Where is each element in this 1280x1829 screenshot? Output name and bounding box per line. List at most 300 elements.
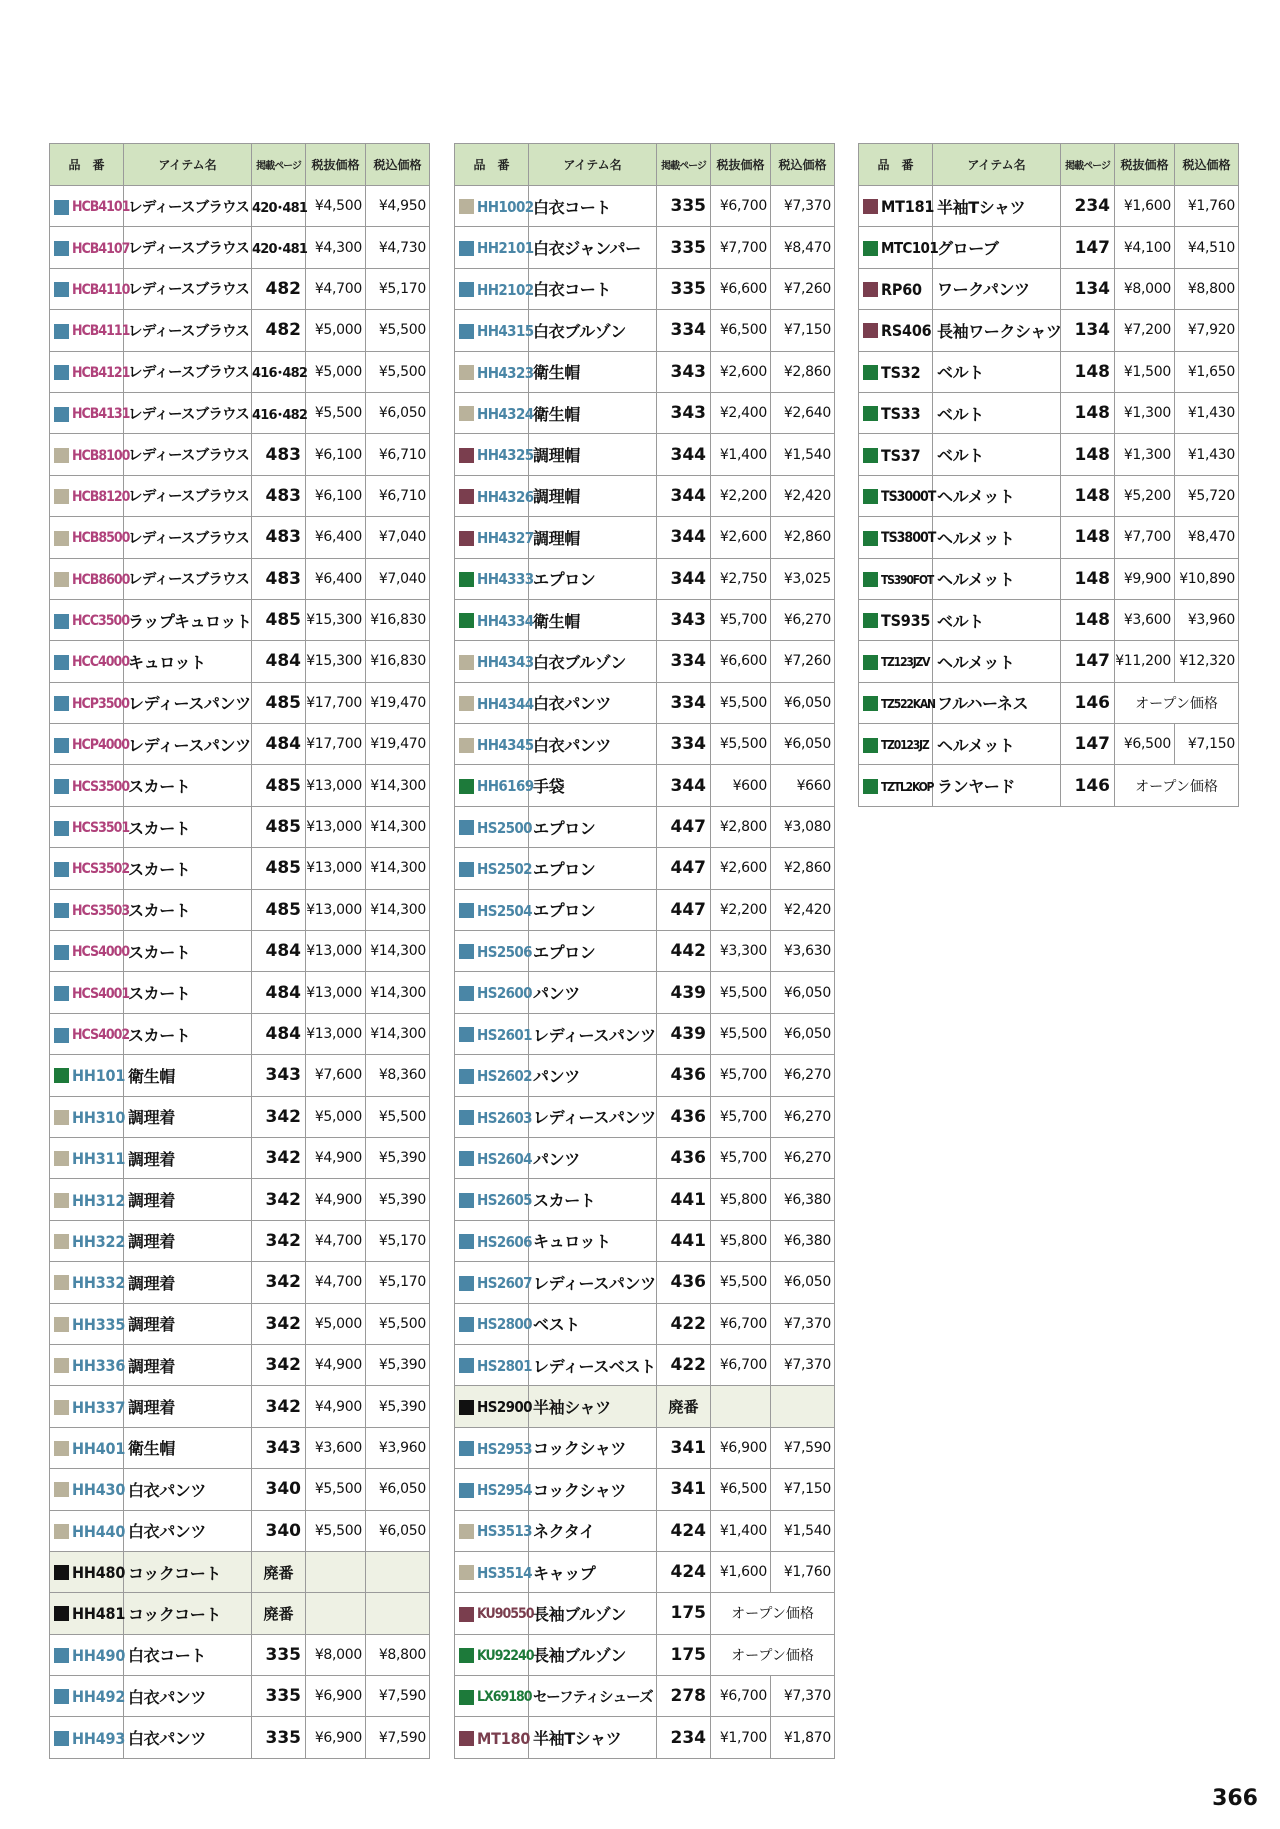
page-ref: 420･481 xyxy=(252,186,306,227)
product-code: HH493 xyxy=(72,1728,126,1748)
table-row xyxy=(50,1303,430,1344)
price-ex-tax: ¥4,700 xyxy=(306,268,366,309)
page-ref: 447 xyxy=(657,806,711,847)
price-in-tax: ¥7,590 xyxy=(366,1717,430,1758)
product-code-cell xyxy=(50,1179,124,1220)
product-code: RP60 xyxy=(881,279,922,299)
color-swatch xyxy=(54,282,69,297)
product-code-cell xyxy=(859,475,936,516)
item-name: レディースブラウス xyxy=(124,475,252,516)
product-code: HS2954 xyxy=(477,1481,532,1500)
color-swatch xyxy=(54,862,69,877)
table-row xyxy=(50,1013,430,1054)
price-ex-tax: ¥4,900 xyxy=(306,1344,366,1385)
page-ref: 483 xyxy=(252,517,306,558)
price-in-tax: ¥14,300 xyxy=(366,806,430,847)
product-code: HS2602 xyxy=(477,1067,532,1086)
item-name: 調理着 xyxy=(124,1262,252,1303)
product-code: HCB8600 xyxy=(72,571,130,588)
price-ex-tax: ¥5,700 xyxy=(711,1096,771,1137)
table-row xyxy=(455,806,835,847)
page-ref: 146 xyxy=(1061,765,1115,806)
color-swatch xyxy=(54,1110,69,1125)
item-name: 調理着 xyxy=(124,1303,252,1344)
item-name: エプロン xyxy=(529,931,657,972)
table-row xyxy=(455,1137,835,1178)
product-code-cell xyxy=(50,931,130,972)
page-ref: 335 xyxy=(252,1717,306,1758)
price-in-tax: ¥7,040 xyxy=(366,517,430,558)
product-code: HH440 xyxy=(72,1521,126,1541)
item-name: 白衣コート xyxy=(124,1634,252,1675)
page-ref: 484 xyxy=(252,1013,306,1054)
product-code-cell xyxy=(50,227,130,268)
color-swatch xyxy=(459,1317,474,1332)
product-code: TZ522KAN xyxy=(881,696,935,711)
product-code: HH4325 xyxy=(477,446,534,465)
product-code-cell xyxy=(455,641,534,682)
color-swatch xyxy=(863,613,878,628)
header-row xyxy=(455,144,835,186)
color-swatch xyxy=(54,1275,69,1290)
product-code: HCS3503 xyxy=(72,902,130,919)
product-code-cell xyxy=(455,1717,529,1758)
item-name: 半袖Tシャツ xyxy=(933,186,1061,227)
page-ref: 484 xyxy=(252,724,306,765)
product-code: HH312 xyxy=(72,1190,126,1210)
color-swatch xyxy=(54,1441,69,1456)
item-name: セーフティシューズ xyxy=(529,1676,657,1717)
product-code-cell xyxy=(859,227,939,268)
color-swatch xyxy=(54,1606,69,1621)
product-code: HH492 xyxy=(72,1687,126,1707)
product-code-cell xyxy=(859,268,933,309)
page-ref: 342 xyxy=(252,1386,306,1427)
item-name: ラップキュロット xyxy=(124,599,252,640)
product-code: HS2506 xyxy=(477,942,532,961)
product-code: HCB4131 xyxy=(72,406,130,423)
price-ex-tax: ¥1,300 xyxy=(1115,434,1175,475)
product-code-cell xyxy=(50,806,130,847)
product-code-cell xyxy=(859,682,933,723)
item-name: レディースブラウス xyxy=(124,268,252,309)
table-row xyxy=(859,682,1239,723)
price-in-tax: ¥5,720 xyxy=(1175,475,1239,516)
product-code: HCB4111 xyxy=(72,323,130,340)
price-in-tax: ¥14,300 xyxy=(366,765,430,806)
product-code-cell xyxy=(50,1717,124,1758)
table-row xyxy=(455,1055,835,1096)
table-row xyxy=(50,599,430,640)
price-in-tax: ¥6,050 xyxy=(771,1013,835,1054)
page-ref: 342 xyxy=(252,1262,306,1303)
item-name: 調理帽 xyxy=(529,517,657,558)
price-ex-tax: ¥6,400 xyxy=(306,558,366,599)
table-row xyxy=(859,641,1239,682)
product-code: HH4333 xyxy=(477,570,534,589)
table-row xyxy=(455,724,835,765)
item-name: 調理着 xyxy=(124,1386,252,1427)
item-name: ヘルメット xyxy=(933,517,1061,558)
color-swatch xyxy=(459,1731,474,1746)
color-swatch xyxy=(459,1607,474,1622)
price-ex-tax: ¥6,500 xyxy=(711,1469,771,1510)
item-name: レディースパンツ xyxy=(124,682,252,723)
table-row xyxy=(455,599,835,640)
product-code-cell xyxy=(455,1386,532,1427)
item-name: ヘルメット xyxy=(933,724,1061,765)
table-row xyxy=(455,931,835,972)
table-row xyxy=(455,1593,835,1634)
product-code: TS37 xyxy=(881,445,921,465)
page-ref: 447 xyxy=(657,889,711,930)
product-code-cell xyxy=(50,641,130,682)
price-ex-tax: ¥7,600 xyxy=(306,1055,366,1096)
table-row xyxy=(50,1055,430,1096)
item-name: パンツ xyxy=(529,1137,657,1178)
open-price: オープン価格 xyxy=(1115,765,1239,806)
product-code-cell xyxy=(455,1510,532,1551)
item-name: レディースブラウス xyxy=(124,392,252,433)
price-in-tax: ¥5,500 xyxy=(366,351,430,392)
page-ref: 335 xyxy=(252,1634,306,1675)
color-swatch xyxy=(863,241,878,256)
item-name: 衛生帽 xyxy=(529,392,657,433)
table-row xyxy=(50,1179,430,1220)
item-name: パンツ xyxy=(529,972,657,1013)
product-code-cell xyxy=(455,1593,534,1634)
price-ex-tax: ¥3,600 xyxy=(1115,599,1175,640)
table-row xyxy=(50,1096,430,1137)
price-ex-tax: ¥5,000 xyxy=(306,1096,366,1137)
item-name: ランヤード xyxy=(933,765,1061,806)
header-price-ex-tax: 税抜価格 xyxy=(306,144,366,186)
price-in-tax: ¥5,390 xyxy=(366,1179,430,1220)
product-code: HH481 xyxy=(72,1604,126,1624)
product-code: LX69180 xyxy=(477,1689,532,1706)
item-name: ヘルメット xyxy=(933,475,1061,516)
color-swatch xyxy=(459,696,474,711)
page-ref: 344 xyxy=(657,475,711,516)
page-ref: 442 xyxy=(657,931,711,972)
table-row xyxy=(455,1551,835,1592)
item-name: レディースブラウス xyxy=(124,351,252,392)
price-in-tax: ¥7,370 xyxy=(771,186,835,227)
page-ref: 422 xyxy=(657,1344,711,1385)
product-code: HS2603 xyxy=(477,1108,532,1127)
product-code-cell xyxy=(50,1510,124,1551)
price-ex-tax: ¥15,300 xyxy=(306,641,366,682)
price-ex-tax: ¥17,700 xyxy=(306,682,366,723)
price-in-tax: ¥14,300 xyxy=(366,889,430,930)
price-in-tax: ¥7,920 xyxy=(1175,310,1239,351)
page-ref: 342 xyxy=(252,1096,306,1137)
product-code: HH335 xyxy=(72,1314,126,1334)
page-ref: 484 xyxy=(252,931,306,972)
price-ex-tax: ¥7,700 xyxy=(711,227,771,268)
header-page: 掲載ページ xyxy=(1061,144,1115,186)
price-in-tax: ¥5,390 xyxy=(366,1344,430,1385)
price-ex-tax: ¥6,900 xyxy=(306,1717,366,1758)
product-code-cell xyxy=(50,1676,124,1717)
product-code-cell xyxy=(50,1055,124,1096)
item-name: 白衣パンツ xyxy=(124,1676,252,1717)
table-row xyxy=(455,1262,835,1303)
item-name: 調理着 xyxy=(124,1220,252,1261)
page-ref: 148 xyxy=(1061,434,1115,475)
price-in-tax: ¥7,370 xyxy=(771,1676,835,1717)
price-in-tax: ¥6,270 xyxy=(771,1137,835,1178)
color-swatch xyxy=(459,944,474,959)
item-name: 衛生帽 xyxy=(124,1427,252,1468)
table-row xyxy=(455,558,835,599)
product-code: HCS4002 xyxy=(72,1027,130,1043)
header-item-name: アイテム名 xyxy=(933,144,1061,186)
item-name: 調理着 xyxy=(124,1137,252,1178)
product-code: HH4334 xyxy=(477,611,534,630)
product-code: HH4315 xyxy=(477,322,534,341)
page-ref: 341 xyxy=(657,1469,711,1510)
table-row xyxy=(455,392,835,433)
color-swatch xyxy=(459,862,474,877)
table-row xyxy=(50,268,430,309)
product-code-cell xyxy=(455,682,534,723)
color-swatch xyxy=(459,613,474,628)
color-swatch xyxy=(863,655,878,670)
page-ref: 485 xyxy=(252,682,306,723)
product-code-cell xyxy=(50,724,130,765)
price-in-tax: ¥7,370 xyxy=(771,1303,835,1344)
color-swatch xyxy=(459,903,474,918)
price-in-tax: ¥19,470 xyxy=(366,682,430,723)
table-row xyxy=(455,1469,835,1510)
table-row xyxy=(455,1634,835,1675)
product-code: TZ123JZV xyxy=(881,655,930,670)
price-ex-tax: ¥6,600 xyxy=(711,268,771,309)
page-ref: 424 xyxy=(657,1510,711,1551)
table-row xyxy=(50,682,430,723)
color-swatch xyxy=(863,406,878,421)
product-table-2 xyxy=(454,143,835,1759)
product-code: HS3513 xyxy=(477,1522,532,1541)
product-code-cell xyxy=(455,972,532,1013)
product-code: RS406 xyxy=(881,321,932,341)
item-name: ベルト xyxy=(933,392,1061,433)
product-code: HH310 xyxy=(72,1107,126,1127)
product-code: HH322 xyxy=(72,1231,126,1251)
product-code-cell xyxy=(50,972,130,1013)
table-row xyxy=(50,1676,430,1717)
item-name: 白衣ジャンパー xyxy=(529,227,657,268)
table-row xyxy=(50,1551,430,1592)
item-name: レディースブラウス xyxy=(124,517,252,558)
color-swatch xyxy=(54,1400,69,1415)
price-ex-tax: ¥2,200 xyxy=(711,475,771,516)
table-row xyxy=(50,1717,430,1758)
price-in-tax: ¥7,260 xyxy=(771,268,835,309)
table-row xyxy=(50,1220,430,1261)
product-code: HCS3500 xyxy=(72,778,130,795)
product-code: HCB8100 xyxy=(72,447,130,464)
product-code-cell xyxy=(50,889,130,930)
price-ex-tax: ¥5,800 xyxy=(711,1220,771,1261)
page-ref: 483 xyxy=(252,558,306,599)
price-in-tax: ¥2,640 xyxy=(771,392,835,433)
page-ref: 420･481 xyxy=(252,227,306,268)
product-code-cell xyxy=(859,310,933,351)
item-name: ヘルメット xyxy=(933,641,1061,682)
page-ref: 147 xyxy=(1061,641,1115,682)
item-name: レディースブラウス xyxy=(124,434,252,475)
price-in-tax: ¥7,150 xyxy=(771,310,835,351)
item-name: スカート xyxy=(124,765,252,806)
page-ref: 234 xyxy=(657,1717,711,1758)
table-row xyxy=(859,392,1239,433)
page-ref: 485 xyxy=(252,765,306,806)
table-row xyxy=(859,475,1239,516)
product-code: MT180 xyxy=(477,1728,531,1748)
table-row xyxy=(859,765,1239,806)
item-name: レディースベスト xyxy=(529,1344,657,1385)
price-ex-tax: ¥6,700 xyxy=(711,1344,771,1385)
product-code: HCC4000 xyxy=(72,654,130,671)
price-ex-tax: ¥6,700 xyxy=(711,186,771,227)
table-row xyxy=(455,1386,835,1427)
color-swatch xyxy=(459,1358,474,1373)
price-in-tax: ¥1,760 xyxy=(1175,186,1239,227)
page-ref: 441 xyxy=(657,1220,711,1261)
page-ref: 439 xyxy=(657,1013,711,1054)
header-code: 品 番 xyxy=(50,144,124,186)
product-code-cell xyxy=(50,848,130,889)
product-code: HH4343 xyxy=(477,653,534,672)
open-price: オープン価格 xyxy=(711,1634,835,1675)
table-row xyxy=(859,434,1239,475)
product-code: HS2601 xyxy=(477,1025,532,1044)
product-code-cell xyxy=(455,517,534,558)
table-row xyxy=(455,227,835,268)
page-ref: 485 xyxy=(252,599,306,640)
header-item-name: アイテム名 xyxy=(124,144,252,186)
price-ex-tax: ¥5,800 xyxy=(711,1179,771,1220)
page-ref: 278 xyxy=(657,1676,711,1717)
product-code: HS2900 xyxy=(477,1398,532,1417)
price-in-tax: ¥2,420 xyxy=(771,475,835,516)
price-ex-tax: ¥13,000 xyxy=(306,806,366,847)
table-row xyxy=(50,806,430,847)
page-ref: 484 xyxy=(252,972,306,1013)
price-ex-tax: ¥1,400 xyxy=(711,434,771,475)
item-name: 白衣ブルゾン xyxy=(529,310,657,351)
price-ex-tax: ¥3,600 xyxy=(306,1427,366,1468)
table-row xyxy=(455,1676,835,1717)
page-ref: 416･482 xyxy=(252,351,306,392)
price-in-tax: ¥12,320 xyxy=(1175,641,1239,682)
product-code-cell xyxy=(455,434,534,475)
product-code: HS2606 xyxy=(477,1232,532,1251)
item-name: レディースブラウス xyxy=(124,310,252,351)
product-code-cell xyxy=(859,641,933,682)
table-row xyxy=(50,1386,430,1427)
product-code: HH401 xyxy=(72,1438,126,1458)
product-code-cell xyxy=(859,599,933,640)
color-swatch xyxy=(54,1731,69,1746)
table-row xyxy=(859,268,1239,309)
price-in-tax: ¥3,630 xyxy=(771,931,835,972)
color-swatch xyxy=(863,531,878,546)
color-swatch xyxy=(459,1027,474,1042)
price-in-tax xyxy=(366,1593,430,1634)
product-code: HCB4107 xyxy=(72,240,130,257)
color-swatch xyxy=(54,241,69,256)
price-ex-tax: ¥1,500 xyxy=(1115,351,1175,392)
item-name: 白衣パンツ xyxy=(124,1510,252,1551)
item-name: 長袖ブルゾン xyxy=(529,1593,657,1634)
price-ex-tax: ¥13,000 xyxy=(306,848,366,889)
price-in-tax: ¥1,650 xyxy=(1175,351,1239,392)
product-code-cell xyxy=(455,1676,532,1717)
item-name: 白衣コート xyxy=(529,186,657,227)
table-row xyxy=(455,186,835,227)
price-ex-tax xyxy=(306,1551,366,1592)
product-code: HH2101 xyxy=(477,239,534,258)
color-swatch xyxy=(459,986,474,1001)
page-ref: 148 xyxy=(1061,475,1115,516)
product-code-cell xyxy=(455,558,534,599)
item-name: 白衣ブルゾン xyxy=(529,641,657,682)
price-in-tax: ¥5,170 xyxy=(366,1262,430,1303)
table-row xyxy=(50,765,430,806)
product-code: HH336 xyxy=(72,1356,126,1376)
color-swatch xyxy=(459,1193,474,1208)
price-in-tax: ¥14,300 xyxy=(366,1013,430,1054)
product-code-cell xyxy=(455,351,534,392)
table-row xyxy=(50,1137,430,1178)
price-in-tax: ¥10,890 xyxy=(1175,558,1239,599)
item-name: 調理帽 xyxy=(529,475,657,516)
page-ref: 335 xyxy=(657,186,711,227)
page-ref: 485 xyxy=(252,806,306,847)
color-swatch xyxy=(459,1234,474,1249)
table-row xyxy=(455,1717,835,1758)
product-code-cell xyxy=(50,682,130,723)
price-ex-tax: ¥5,500 xyxy=(711,724,771,765)
product-code: HH4344 xyxy=(477,694,534,713)
item-name: 調理帽 xyxy=(529,434,657,475)
item-name: 白衣パンツ xyxy=(529,682,657,723)
product-code-cell xyxy=(50,1262,124,1303)
color-swatch xyxy=(54,324,69,339)
price-ex-tax: ¥6,500 xyxy=(1115,724,1175,765)
color-swatch xyxy=(54,1028,69,1043)
table-row xyxy=(50,558,430,599)
color-swatch xyxy=(54,1565,69,1580)
color-swatch xyxy=(54,1482,69,1497)
page-ref: 342 xyxy=(252,1220,306,1261)
item-name: ネクタイ xyxy=(529,1510,657,1551)
price-in-tax: ¥14,300 xyxy=(366,931,430,972)
price-in-tax: ¥7,040 xyxy=(366,558,430,599)
product-code: HH6169 xyxy=(477,777,534,796)
table-row xyxy=(859,227,1239,268)
product-code: HCC3500 xyxy=(72,613,130,630)
price-in-tax: ¥4,510 xyxy=(1175,227,1239,268)
color-swatch xyxy=(863,489,878,504)
item-name: レディースパンツ xyxy=(124,724,252,765)
product-code-cell xyxy=(455,1220,532,1261)
color-swatch xyxy=(459,365,474,380)
price-ex-tax: ¥4,700 xyxy=(306,1220,366,1261)
